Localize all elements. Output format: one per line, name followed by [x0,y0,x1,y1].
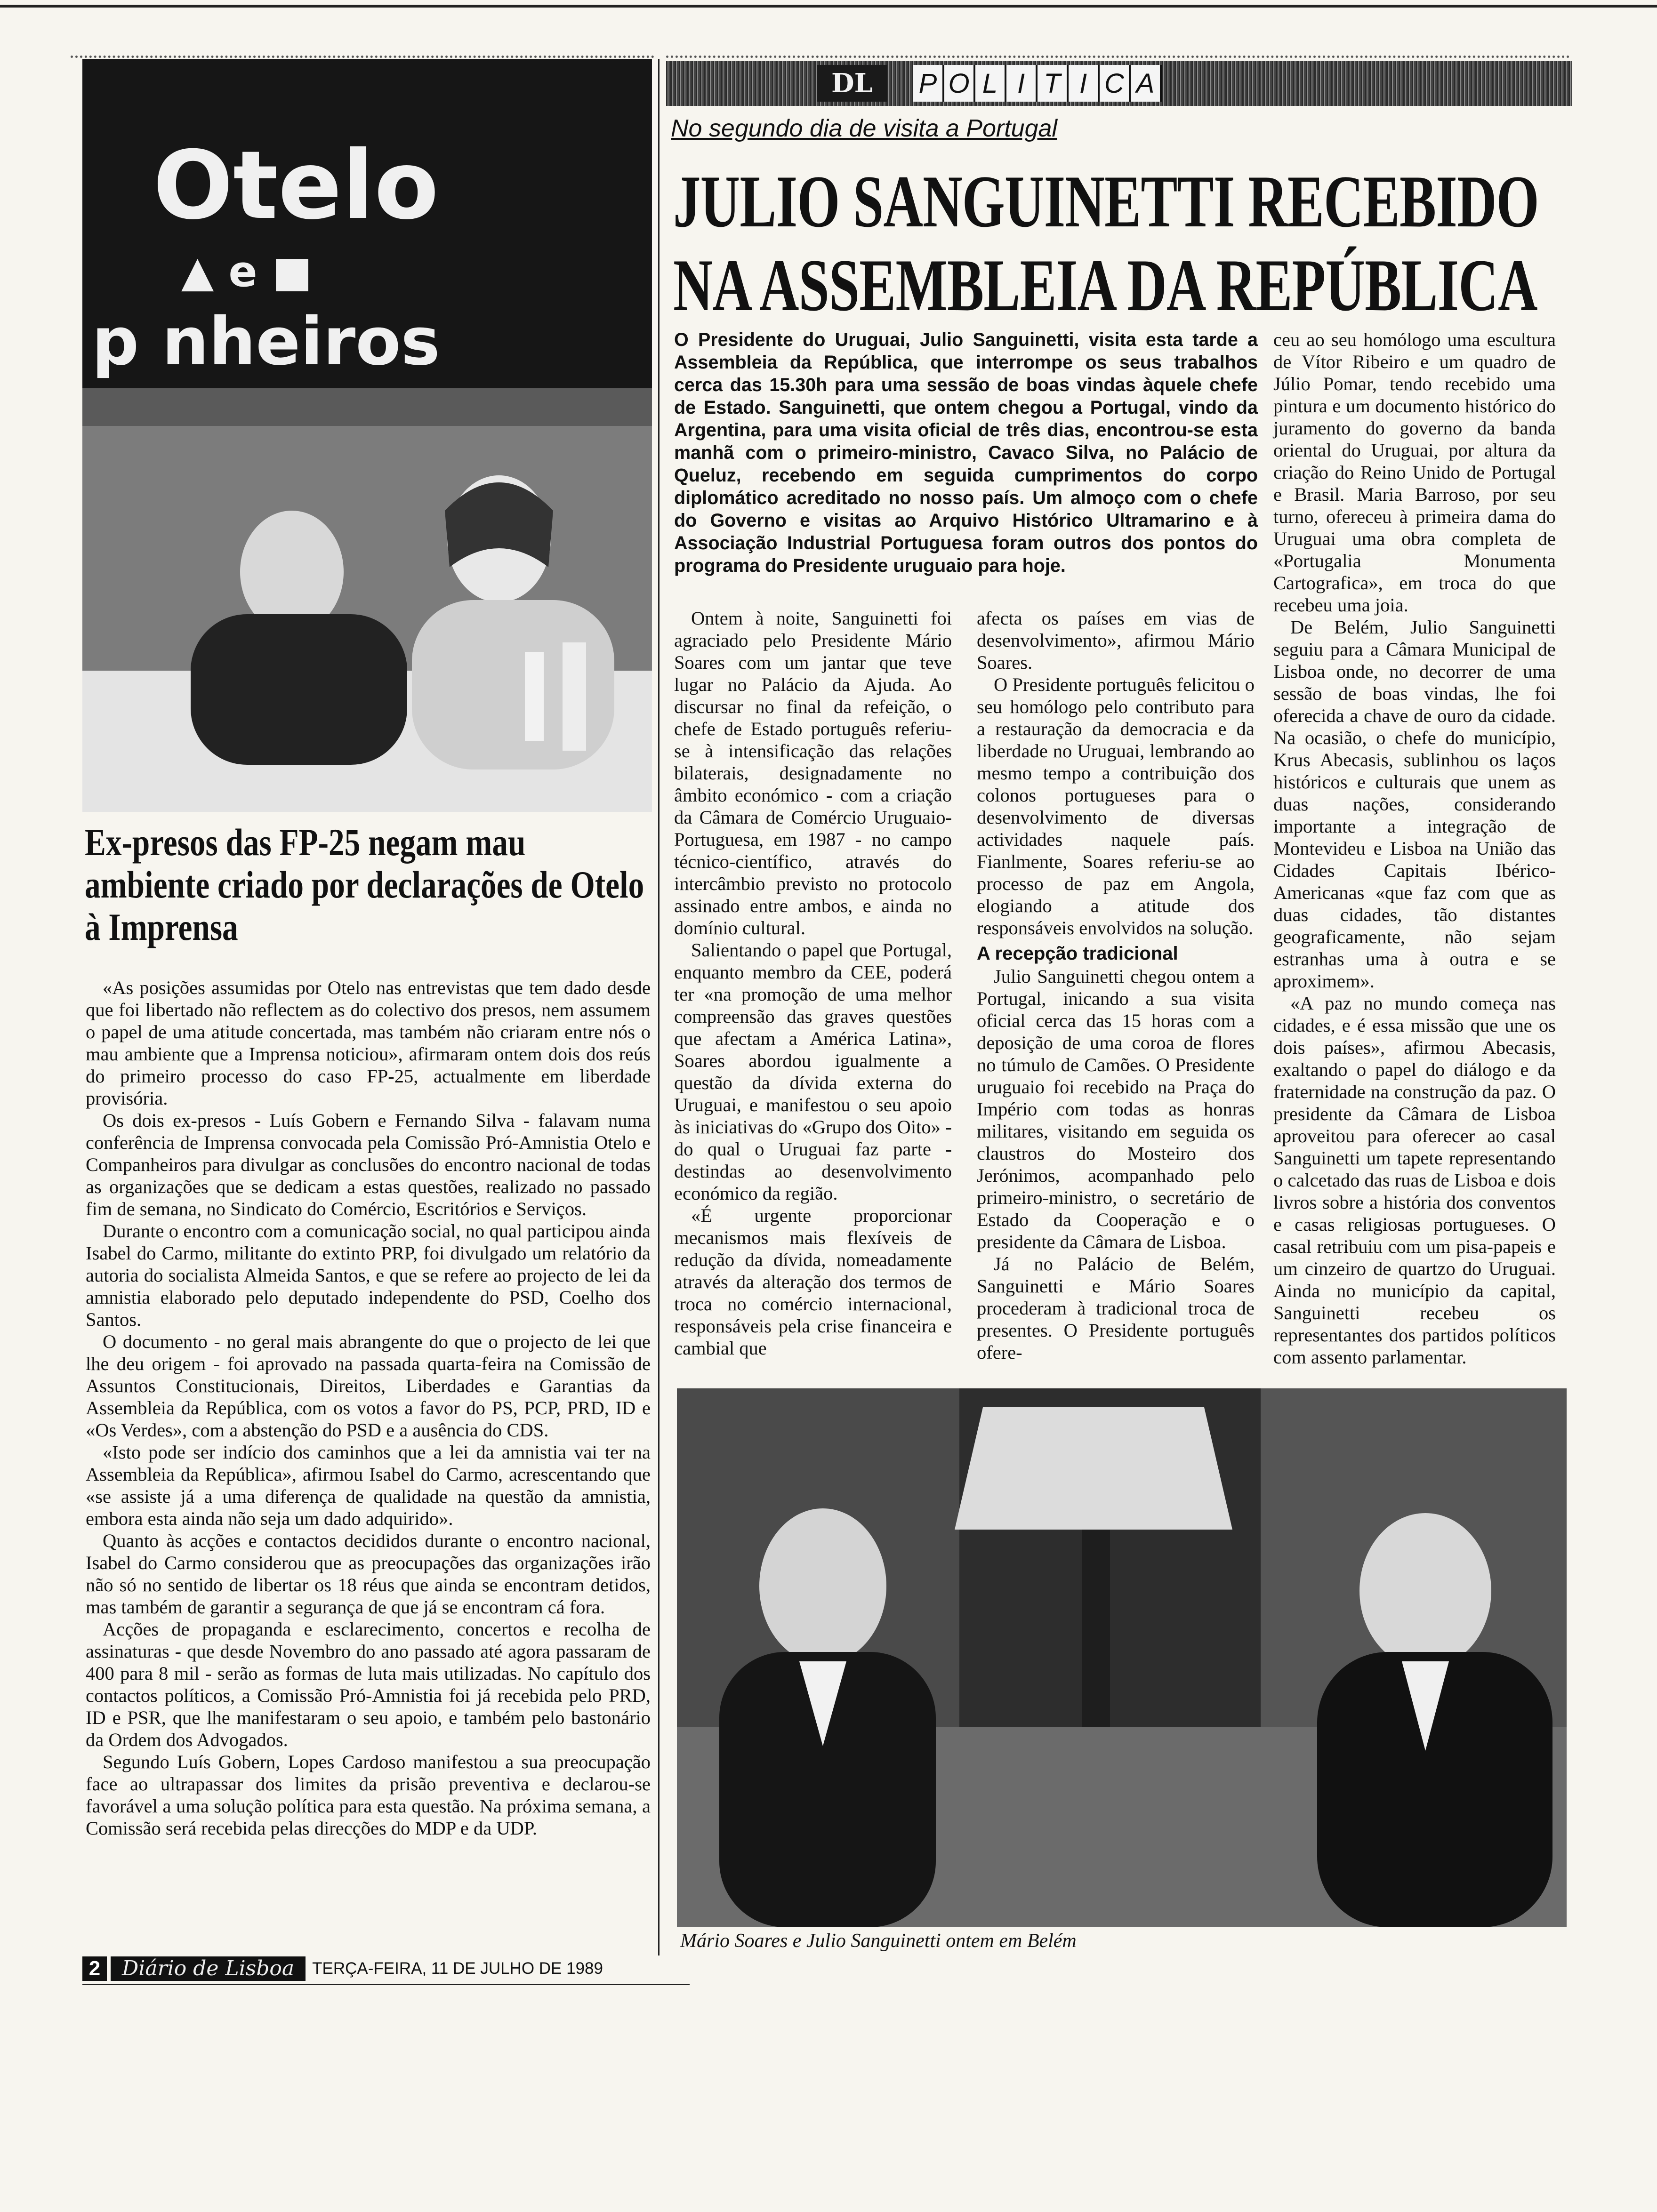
main-paragraph: «A paz no mundo começa nas cidades, e é essa missão que une os dois países», afirmou Abecasis, exaltando o papel do diálogo e da fraternidade na construção da paz. O presidente da Câmara de Lisboa aproveitou para oferecer ao casal Sanguinetti um tapete representando o calcetado das ruas de Lisboa e dois livros sobre a história dos conventos e casas religiosas portugueses. O casal retribuiu com um pisa-papeis e um cinzeiro de quartzo do Uruguai. Ainda no município da capital, Sanguinetti recebeu os representantes dos partidos políticos com assento parlamentar. [1273,993,1556,1368]
subheading: A recepção tradicional [977,943,1178,964]
main-paragraph: Salientando o papel que Portugal, enquanto membro da CEE, poderá ter «na promoção de uma melhor compreensão das graves questões que afectam a América Latina», Soares abordou igualmente a questão da dívida externa do Uruguai, e manifestou o seu apoio às iniciativas do «Grupo dos Oito» - do qual o Uruguai faz parte - destindas ao desenvolvimento económico da região. [674,939,952,1204]
banner-word-otelo: Otelo [153,131,439,240]
section-letter: I [1006,65,1038,102]
section-letter: C [1100,65,1131,102]
page-number: 2 [82,1956,107,1981]
section-letter: P [913,65,944,102]
left-article-headline: Ex-presos das FP-25 negam mau ambiente criado por declarações de Otelo à Imprensa [85,821,644,948]
main-paragraph: Julio Sanguinetti chegou ontem a Portugal, inicando a sua visita oficial cerca das 15 horas com a deposição de uma coroa de flores no túmulo de Camões. O Presidente uruguaio foi recebido na Praça do Império com todas as honras militares, visitando em seguida os claustros do Mosteiro dos Jerónimos, acompanhado pelo primeiro-ministro, o secretário de Estado da Cooperação e o presidente da Câmara de Lisboa. [977,966,1255,1252]
left-paragraph: «As posições assumidas por Otelo nas entrevistas que tem dado desde que foi libertado não reflectem as do colectivo dos presos, nem assumem o papel de uma atitude concertada, mas também não criaram entre nós o mau ambiente que a Imprensa noticiou», afirmaram ontem dois dos reús do primeiro processo do caso FP-25, actualmente em liberdade provisória. [86,977,651,1109]
photo-caption: Mário Soares e Julio Sanguinetti ontem em Belém [680,1930,1077,1952]
section-name-politica [913,65,1162,102]
section-header-band [666,61,1572,106]
left-paragraph: Segundo Luís Gobern, Lopes Cardoso manifestou a sua preocupação face ao ultrapassar dos limites da prisão preventiva e declarou-se favorável a uma solução política para esta questão. Na próxima semana, a Comissão será recebida pelas direcções do MDP e da UDP. [86,1751,651,1839]
left-paragraph: O documento - no geral mais abrangente do que o projecto de lei que lhe deu origem - foi aprovado na passada quarta-feira na Comissão de Assuntos Constitucionais, Direitos, Liberdades e Garantias da Assembleia da República, com os votos a favor do PS, PCP, PRD, ID e «Os Verdes», com a abstenção do PSD e a ausência do CDS. [86,1331,651,1441]
left-article-body [86,977,651,1839]
main-headline [673,160,1569,328]
main-column-2 [977,607,1255,1363]
headline-line: JULIO SANGUINETTI RECEBIDO [673,160,1539,243]
left-paragraph: Os dois ex-presos - Luís Gobern e Fernando Silva - falavam numa conferência de Imprensa convocada pela Comissão Pró-Amnistia Otelo e Companheiros para divulgar as conclusões do encontro nacional de todas as organizações que se dedicam a estas questões, realizado no passado fim de semana, no Sindicato do Comércio, Escritórios e Serviços. [86,1110,651,1219]
headline-line: NA ASSEMBLEIA DA REPÚBLICA [673,244,1537,327]
section-letter: I [1069,65,1100,102]
page-footer [82,1956,603,1981]
footer-rule [82,1984,690,1985]
column-divider [658,59,660,1956]
main-paragraph: afecta os países em vias de desenvolvimento», afirmou Mário Soares. [977,608,1255,673]
main-paragraph: Já no Palácio de Belém, Sanguinetti e Mário Soares procederam à tradicional troca de presentes. O Presidente português ofere- [977,1253,1255,1363]
soares-sanguinetti-photo [677,1388,1567,1927]
main-paragraph: De Belém, Julio Sanguinetti seguiu para a Câmara Municipal de Lisboa onde, no decorrer de uma sessão de boas vindas, lhe foi oferecida a chave de ouro da cidade. Na ocasião, o chefe do município, Krus Abecasis, sublinhou os laços históricos e culturais que unem as duas nações, considerando importante a integração de Montevideu e Lisboa na União das Cidades Capitais Ibérico-Americanas «que faz com que as duas cidades, tão distantes geograficamente, não sejam estranhas uma à outra e se aproximem». [1273,617,1556,992]
left-paragraph: «Isto pode ser indício dos caminhos que a lei da amnistia vai ter na Assembleia da República», afirmou Isabel do Carmo, acrescentando que «se assiste já a uma diferença de qualidade na questão da amnistia, embora esta ainda não seja um dado adquirido». [86,1442,651,1529]
dl-logo: DL [817,65,887,102]
page-top-rule [0,5,1657,8]
article-kicker: No segundo dia de visita a Portugal [671,115,1057,142]
main-column-1 [674,607,952,1359]
masthead-logo: Diário de Lisboa [111,1956,306,1981]
issue-date: TERÇA-FEIRA, 11 DE JULHO DE 1989 [312,1959,603,1978]
section-letter: O [944,65,975,102]
main-paragraph: Ontem à noite, Sanguinetti foi agraciado pelo Presidente Mário Soares com um jantar que teve lugar no Palácio da Ajuda. Ao discursar no final da refeição, o chefe de Estado português referiu-se à intensificação das relações bilaterais, designadamente no âmbito económico - com a criação da Câmara de Comércio Uruguaio-Portuguesa, em 1987 - no campo técnico-científico, através do intercâmbio previsto no protocolo assinado entre ambos, e ainda no domínio cultural. [674,608,952,938]
section-letter: A [1131,65,1162,102]
left-paragraph: Acções de propaganda e esclarecimento, concertos e recolha de assinaturas - que desde Novembro do ano passado até agora passaram de 400 para 8 mil - serão as formas de luta mais utilizadas. No capítulo dos contactos políticos, a Comissão Pró-Amnistia foi já recebida pelo PRD, ID e PSR, que lhe manifestaram o seu apoio, e também pelo bastonário da Ordem dos Advogados. [86,1619,651,1750]
lead-paragraph: O Presidente do Uruguai, Julio Sanguinetti, visita esta tarde a Assembleia da República, que interrompe os seus trabalhos cerca das 15.30h para uma sessão de boas vindas àquele chefe de Estado. Sanguinetti, que ontem chegou a Portugal, vindo da Argentina, para uma visita oficial de três dias, encontrou-se esta manhã com o primeiro-ministro, Cavaco Silva, no Palácio de Queluz, recebendo em seguida cumprimentos do corpo diplomático acreditado no nosso país. Um almoço com o chefe do Governo e visitas ao Arquivo Histórico Ultramarino e à Associação Industrial Portuguesa foram outros dos pontos do programa do Presidente uruguaio para hoje. [674,329,1258,576]
left-paragraph: Quanto às acções e contactos decididos durante o encontro nacional, Isabel do Carmo considerou que as preocupações das organizações irão não só no sentido de libertar os 18 réus que ainda se encontram detidos, mas também de garantir a segurança de que já se encontram cá fora. [86,1530,651,1618]
left-paragraph: Durante o encontro com a comunicação social, no qual participou ainda Isabel do Carmo, militante do extinto PRP, foi divulgado um relatório da autoria do socialista Almeida Santos, e que se refere ao projecto de lei da amnistia elaborado pelo deputado independente do PSD, Coelho dos Santos. [86,1220,651,1330]
dotted-rule-left [71,56,654,58]
main-column-3 [1273,329,1556,1368]
main-paragraph: ceu ao seu homólogo uma escultura de Vítor Ribeiro e um quadro de Júlio Pomar, tendo recebido uma pintura e um documento histórico do juramento do governo da banda oriental do Uruguai, por altura da criação do Reino Unido de Portugal e Brasil. Maria Barroso, por seu turno, ofereceu à primeira dama do Uruguai uma obra completa de «Portugalia Monumenta Cartografica», em troca do que recebeu uma joia. [1273,329,1556,616]
dotted-rule-right [666,56,1570,58]
banner-word-companheiros: p nheiros [92,304,440,380]
section-letter: L [975,65,1006,102]
banner-symbols: ▲ e ■ [181,247,312,297]
main-paragraph: «É urgente proporcionar mecanismos mais flexíveis de redução da dívida, nomeadamente através da alteração dos termos de troca no comércio internacional, responsáveis pela crise financeira e cambial que [674,1205,952,1359]
section-letter: T [1038,65,1069,102]
main-paragraph: O Presidente português felicitou o seu homólogo pelo contributo para a restauração da democracia e da liberdade no Uruguai, lembrando ao mesmo tempo a contribuição dos colonos portugueses para o desenvolvimento de diversas actividades naquele país. Fianlmente, Soares referiu-se ao processo de paz em Angola, elogiando a atitude dos responsáveis envolvidos na solução. [977,674,1255,938]
otelo-press-conference-photo [82,59,652,812]
